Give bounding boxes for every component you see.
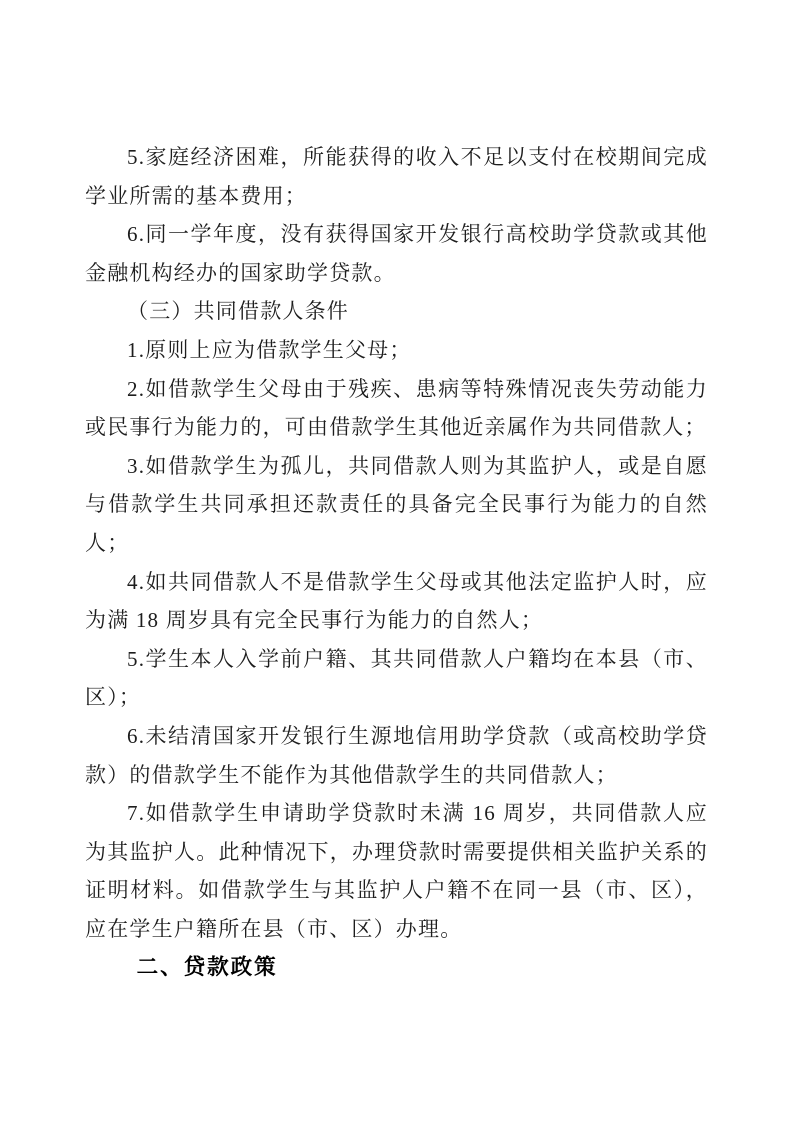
condition-item: 7.如借款学生申请助学贷款时未满 16 周岁，共同借款人应为其监护人。此种情况下，办理贷款时需要提供相关监护关系的证明材料。如借款学生与其监护人户籍不在同一县（市、区），应在学生户籍所在县（市、区）办理。	[85, 801, 708, 941]
condition-item: 6.同一学年度，没有获得国家开发银行高校助学贷款或其他金融机构经办的国家助学贷款。	[85, 222, 708, 285]
condition-item: 5.家庭经济困难，所能获得的收入不足以支付在校期间完成学业所需的基本费用；	[85, 145, 708, 208]
condition-item: 3.如借款学生为孤儿，共同借款人则为其监护人，或是自愿与借款学生共同承担还款责任的具备完全民事行为能力的自然人；	[85, 453, 708, 555]
condition-item: 4.如共同借款人不是借款学生父母或其他法定监护人时，应为满 18 周岁具有完全民事行为能力的自然人；	[85, 569, 708, 633]
subsection-title: （三）共同借款人条件	[127, 299, 349, 324]
condition-item: 6.未结清国家开发银行生源地信用助学贷款（或高校助学贷款）的借款学生不能作为其他借款学生的共同借款人；	[85, 723, 708, 787]
document-body	[85, 138, 708, 987]
condition-item: 2.如借款学生父母由于残疾、患病等特殊情况丧失劳动能力或民事行为能力的，可由借款学生其他近亲属作为共同借款人；	[85, 376, 708, 440]
condition-item: 5.学生本人入学前户籍、其共同借款人户籍均在本县（市、区）；	[85, 646, 708, 710]
condition-item: 1.原则上应为借款学生父母；	[127, 337, 412, 362]
section-heading: 二、贷款政策	[136, 955, 278, 980]
